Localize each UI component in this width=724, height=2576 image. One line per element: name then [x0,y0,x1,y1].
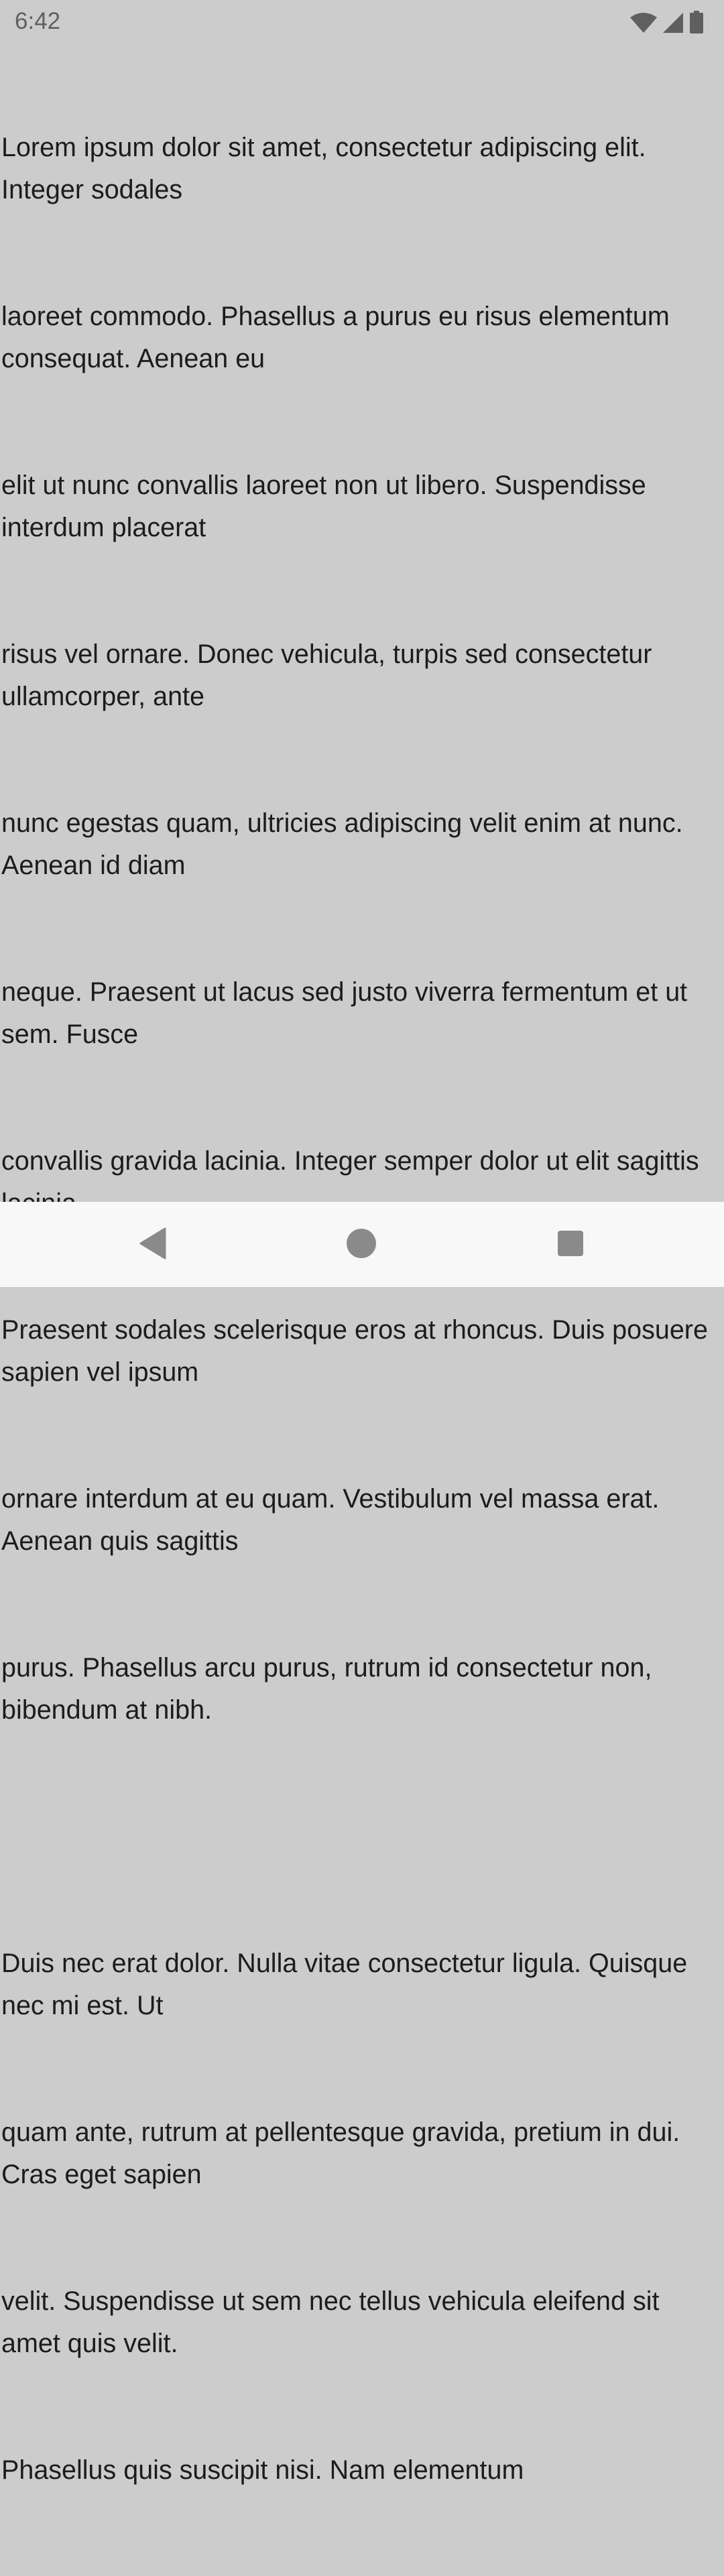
status-icons [630,9,704,34]
text-line: convallis gravida lacinia. Integer semper dolor ut elit sagittis [1,1146,699,1176]
status-bar [0,0,724,42]
battery-icon [689,11,704,34]
wifi-icon [630,12,657,34]
document-text [0,42,724,2576]
text-line: Praesent sodales scelerisque eros at rhoncus. Duis posuere sapien vel ipsum [1,1315,715,1387]
back-icon [138,1227,168,1263]
home-icon [346,1228,377,1262]
back-button[interactable] [129,1221,177,1269]
text-line: velit. Suspendisse ut sem nec tellus vehicula eleifend sit amet quis velit. [1,2286,667,2358]
text-line: elit ut nunc convallis laoreet non ut libero. Suspendisse interdum placerat [1,471,654,542]
status-time: 6:42 [15,8,61,34]
text-line: quam ante, rutrum at pellentesque gravida, pretium in dui. Cras eget sapien [1,2118,688,2189]
cellular-signal-icon [662,12,684,34]
text-line: risus vel ornare. Donec vehicula, turpis sed consectetur ullamcorper, ante [1,639,660,711]
blank-line [1,1816,724,1858]
text-line: purus. Phasellus arcu purus, rutrum id consectetur non, bibendum at nibh. [1,1653,660,1725]
text-line: Duis nec erat dolor. Nulla vitae consectetur ligula. Quisque nec mi est. Ut [1,1949,695,2020]
text-line: ornare interdum at eu quam. Vestibulum vel massa erat. Aenean quis sagittis [1,1484,666,1556]
home-button[interactable] [337,1221,385,1269]
text-line: neque. Praesent ut lacus sed justo viverra fermentum et ut sem. Fusce [1,977,695,1049]
text-line: Phasellus quis suscipit nisi. Nam elementum [1,2455,524,2485]
navigation-bar [0,1202,724,1287]
text-line: laoreet commodo. Phasellus a purus eu risus elementum consequat. Aenean eu [1,302,677,373]
recents-button[interactable] [546,1221,595,1269]
document-view[interactable] [0,42,724,2485]
text-line: Lorem ipsum dolor sit amet, consectetur adipiscing elit. Integer sodales [1,133,654,204]
text-line: nunc egestas quam, ultricies adipiscing velit enim at nunc. Aenean id diam [1,808,689,880]
recents-icon [557,1230,584,1260]
